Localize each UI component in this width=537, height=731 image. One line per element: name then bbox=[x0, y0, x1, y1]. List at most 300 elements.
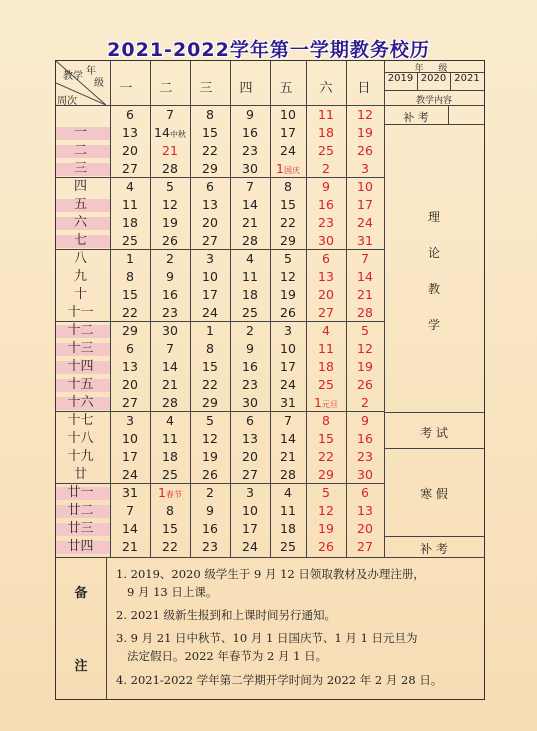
day-cell bbox=[230, 340, 270, 358]
winter-label: 寒 假 bbox=[420, 487, 448, 501]
day-cell bbox=[306, 106, 346, 124]
day-cell bbox=[150, 502, 190, 520]
day-cell bbox=[110, 538, 150, 556]
day-number: 17 bbox=[122, 449, 138, 464]
day-number: 24 bbox=[202, 305, 218, 320]
exam-label: 考 试 bbox=[420, 426, 448, 440]
day-number: 30 bbox=[242, 161, 258, 176]
day-number: 18 bbox=[280, 521, 296, 536]
day-number: 19 bbox=[202, 449, 218, 464]
notes-label-bottom: 注 bbox=[74, 659, 88, 674]
day-cell bbox=[306, 412, 346, 430]
day-number: 5 bbox=[206, 413, 214, 428]
day-cell bbox=[110, 502, 150, 520]
day-cell bbox=[346, 520, 384, 538]
day-cell bbox=[150, 322, 190, 340]
day-cell bbox=[190, 322, 230, 340]
day-number: 25 bbox=[122, 233, 138, 248]
day-cell bbox=[150, 178, 190, 196]
day-cell bbox=[346, 286, 384, 304]
week-label: 廿 bbox=[73, 467, 87, 482]
day-cell bbox=[270, 412, 306, 430]
day-cell bbox=[150, 430, 190, 448]
day-number: 8 bbox=[284, 179, 292, 194]
day-number: 27 bbox=[318, 305, 334, 320]
day-number: 29 bbox=[202, 161, 218, 176]
day-number: 11 bbox=[122, 197, 138, 212]
day-cell bbox=[110, 268, 150, 286]
day-cell bbox=[270, 214, 306, 232]
day-cell bbox=[306, 214, 346, 232]
day-number: 26 bbox=[357, 143, 373, 158]
day-cell bbox=[346, 124, 384, 142]
day-number: 14 bbox=[357, 269, 373, 284]
day-number: 10 bbox=[280, 107, 296, 122]
day-cell bbox=[110, 250, 150, 268]
day-number: 25 bbox=[162, 467, 178, 482]
day-number: 25 bbox=[280, 539, 296, 554]
day-cell bbox=[306, 268, 346, 286]
week-label: 廿三 bbox=[67, 521, 94, 536]
day-cell bbox=[230, 502, 270, 520]
day-cell bbox=[306, 304, 346, 322]
day-cell bbox=[230, 484, 270, 502]
day-number: 18 bbox=[122, 215, 138, 230]
day-cell bbox=[150, 232, 190, 250]
day-cell bbox=[230, 214, 270, 232]
day-cell bbox=[306, 358, 346, 376]
day-number: 28 bbox=[357, 305, 373, 320]
day-number: 4 bbox=[126, 179, 134, 194]
day-cell bbox=[110, 520, 150, 538]
day-cell bbox=[110, 376, 150, 394]
day-cell bbox=[150, 196, 190, 214]
day-number: 29 bbox=[280, 233, 296, 248]
day-cell bbox=[190, 268, 230, 286]
day-number: 2 bbox=[361, 395, 369, 410]
day-number: 27 bbox=[202, 233, 218, 248]
day-cell bbox=[270, 394, 306, 412]
day-number: 31 bbox=[357, 233, 373, 248]
grid-vline bbox=[448, 105, 449, 124]
day-cell bbox=[150, 214, 190, 232]
day-number: 27 bbox=[122, 161, 138, 176]
day-number: 21 bbox=[280, 449, 296, 464]
day-number: 23 bbox=[318, 215, 334, 230]
day-number: 7 bbox=[166, 107, 174, 122]
day-number: 24 bbox=[280, 377, 296, 392]
week-label: 廿二 bbox=[67, 503, 94, 518]
day-number: 11 bbox=[280, 503, 296, 518]
day-number: 23 bbox=[242, 377, 258, 392]
day-cell bbox=[270, 178, 306, 196]
day-number: 22 bbox=[280, 215, 296, 230]
page-title: 2021-2022学年第一学期教务校历 bbox=[107, 39, 430, 61]
day-cell bbox=[270, 502, 306, 520]
day-cell bbox=[190, 358, 230, 376]
day-number: 1 bbox=[314, 395, 322, 410]
day-cell bbox=[270, 376, 306, 394]
week-label: 十六 bbox=[67, 395, 94, 410]
day-cell bbox=[230, 286, 270, 304]
day-number: 16 bbox=[162, 287, 178, 302]
day-cell bbox=[150, 106, 190, 124]
day-cell bbox=[190, 430, 230, 448]
day-cell bbox=[346, 538, 384, 556]
theory-char-1: 理 bbox=[427, 210, 440, 224]
day-number: 4 bbox=[246, 251, 254, 266]
day-number: 4 bbox=[166, 413, 174, 428]
day-cell bbox=[150, 466, 190, 484]
day-cell bbox=[230, 232, 270, 250]
day-cell bbox=[190, 484, 230, 502]
makeup-bottom: 补 考 bbox=[420, 542, 448, 556]
day-header-tue: 二 bbox=[159, 81, 173, 96]
day-number: 6 bbox=[206, 179, 214, 194]
week-label: 四 bbox=[73, 179, 87, 194]
content-label: 教学内容 bbox=[415, 96, 452, 106]
day-cell bbox=[270, 232, 306, 250]
day-cell bbox=[190, 376, 230, 394]
day-cell bbox=[190, 106, 230, 124]
note-line-6: 4. 2021-2022 学年第二学期开学时间为 2022 年 2 月 28 日。 bbox=[116, 673, 443, 687]
week-label: 三 bbox=[73, 161, 87, 176]
day-cell bbox=[270, 484, 306, 502]
day-cell bbox=[150, 358, 190, 376]
day-number: 10 bbox=[280, 341, 296, 356]
day-number: 10 bbox=[357, 179, 373, 194]
day-number: 24 bbox=[280, 143, 296, 158]
day-number: 10 bbox=[122, 431, 138, 446]
day-cell bbox=[270, 124, 306, 142]
day-number: 24 bbox=[122, 467, 138, 482]
day-cell bbox=[110, 124, 150, 142]
day-cell bbox=[306, 322, 346, 340]
day-number: 3 bbox=[361, 161, 369, 176]
day-cell bbox=[306, 232, 346, 250]
day-number: 22 bbox=[122, 305, 138, 320]
day-cell bbox=[230, 376, 270, 394]
day-cell bbox=[190, 178, 230, 196]
day-number: 7 bbox=[284, 413, 292, 428]
day-number: 19 bbox=[318, 521, 334, 536]
day-number: 15 bbox=[202, 125, 218, 140]
day-cell bbox=[346, 268, 384, 286]
day-number: 12 bbox=[357, 107, 373, 122]
day-cell bbox=[190, 502, 230, 520]
day-cell bbox=[346, 250, 384, 268]
day-number: 29 bbox=[122, 323, 138, 338]
day-cell bbox=[230, 430, 270, 448]
day-cell bbox=[306, 538, 346, 556]
day-cell bbox=[306, 430, 346, 448]
day-number: 26 bbox=[280, 305, 296, 320]
day-cell bbox=[346, 484, 384, 502]
day-number: 8 bbox=[206, 107, 214, 122]
week-label: 五 bbox=[73, 197, 87, 212]
grid-hline bbox=[384, 72, 485, 73]
day-number: 12 bbox=[162, 197, 178, 212]
day-cell bbox=[190, 142, 230, 160]
day-cell bbox=[150, 250, 190, 268]
day-cell bbox=[346, 466, 384, 484]
day-number: 13 bbox=[318, 269, 334, 284]
day-cell bbox=[270, 358, 306, 376]
week-label: 二 bbox=[73, 143, 87, 158]
day-number: 9 bbox=[322, 179, 330, 194]
day-cell bbox=[110, 430, 150, 448]
notes-label-top: 备 bbox=[74, 586, 88, 601]
day-cell bbox=[346, 142, 384, 160]
day-cell bbox=[110, 286, 150, 304]
week-label: 廿一 bbox=[67, 485, 94, 500]
day-number: 11 bbox=[162, 431, 178, 446]
day-number: 16 bbox=[242, 359, 258, 374]
day-number: 13 bbox=[242, 431, 258, 446]
day-cell bbox=[270, 268, 306, 286]
day-cell bbox=[190, 304, 230, 322]
day-cell bbox=[306, 196, 346, 214]
grade-2019: 2019 bbox=[387, 73, 414, 84]
day-cell bbox=[270, 538, 306, 556]
week-label: 八 bbox=[73, 251, 87, 266]
note-line-3: 2. 2021 级新生报到和上课时间另行通知。 bbox=[116, 608, 337, 622]
day-number: 9 bbox=[166, 269, 174, 284]
day-number: 12 bbox=[280, 269, 296, 284]
grid-vline bbox=[417, 72, 418, 90]
day-number: 3 bbox=[284, 323, 292, 338]
day-number: 8 bbox=[322, 413, 330, 428]
day-cell bbox=[270, 322, 306, 340]
day-number: 21 bbox=[122, 539, 138, 554]
day-number: 6 bbox=[126, 107, 134, 122]
day-number: 2 bbox=[206, 485, 214, 500]
grid-hline bbox=[384, 90, 485, 91]
corner-teach: 教学 bbox=[63, 71, 83, 82]
day-number: 28 bbox=[242, 233, 258, 248]
day-number: 6 bbox=[322, 251, 330, 266]
day-cell bbox=[346, 376, 384, 394]
day-number: 17 bbox=[357, 197, 373, 212]
day-number: 23 bbox=[357, 449, 373, 464]
day-cell bbox=[230, 448, 270, 466]
day-number: 4 bbox=[284, 485, 292, 500]
day-number: 14 bbox=[162, 359, 178, 374]
day-number: 21 bbox=[242, 215, 258, 230]
day-number: 19 bbox=[280, 287, 296, 302]
grade-2020: 2020 bbox=[420, 73, 447, 84]
day-cell bbox=[150, 538, 190, 556]
day-cell bbox=[150, 304, 190, 322]
day-cell bbox=[270, 520, 306, 538]
day-number: 30 bbox=[318, 233, 334, 248]
day-number: 3 bbox=[126, 413, 134, 428]
day-cell bbox=[306, 142, 346, 160]
day-number: 25 bbox=[318, 143, 334, 158]
day-number: 15 bbox=[122, 287, 138, 302]
day-cell bbox=[110, 160, 150, 178]
grid-hline bbox=[384, 448, 485, 449]
day-number: 19 bbox=[357, 359, 373, 374]
day-number: 29 bbox=[318, 467, 334, 482]
day-cell bbox=[270, 250, 306, 268]
day-cell bbox=[110, 178, 150, 196]
day-number: 14 bbox=[280, 431, 296, 446]
day-number: 31 bbox=[122, 485, 138, 500]
day-cell bbox=[190, 412, 230, 430]
day-number: 5 bbox=[166, 179, 174, 194]
day-number: 24 bbox=[357, 215, 373, 230]
day-cell bbox=[346, 106, 384, 124]
day-number: 10 bbox=[202, 269, 218, 284]
grid-vline bbox=[384, 61, 385, 557]
day-number: 1 bbox=[158, 485, 166, 500]
day-cell bbox=[346, 214, 384, 232]
day-number: 6 bbox=[361, 485, 369, 500]
day-number: 13 bbox=[202, 197, 218, 212]
day-header-mon: 一 bbox=[119, 81, 133, 96]
day-number: 12 bbox=[357, 341, 373, 356]
day-number: 22 bbox=[202, 377, 218, 392]
day-number: 24 bbox=[242, 539, 258, 554]
day-cell bbox=[270, 196, 306, 214]
day-number: 7 bbox=[361, 251, 369, 266]
week-label: 六 bbox=[73, 215, 87, 230]
day-cell bbox=[190, 394, 230, 412]
day-cell bbox=[190, 538, 230, 556]
day-cell bbox=[346, 178, 384, 196]
day-cell bbox=[110, 214, 150, 232]
theory-char-2: 论 bbox=[427, 246, 440, 260]
day-number: 28 bbox=[162, 395, 178, 410]
grid-hline bbox=[55, 557, 485, 558]
day-cell bbox=[150, 520, 190, 538]
note-line-4: 3. 9 月 21 日中秋节、10 月 1 日国庆节、1 月 1 日元旦为 bbox=[116, 631, 418, 645]
day-number: 20 bbox=[122, 377, 138, 392]
day-cell bbox=[230, 322, 270, 340]
day-number: 30 bbox=[242, 395, 258, 410]
note-line-5: 法定假日。2022 年春节为 2 月 1 日。 bbox=[116, 649, 328, 663]
day-number: 21 bbox=[162, 143, 178, 158]
day-number: 15 bbox=[202, 359, 218, 374]
day-header-wed: 三 bbox=[199, 81, 213, 96]
day-cell bbox=[110, 322, 150, 340]
day-number: 18 bbox=[242, 287, 258, 302]
day-cell bbox=[110, 304, 150, 322]
week-label: 七 bbox=[73, 233, 87, 248]
day-cell bbox=[230, 304, 270, 322]
day-number: 20 bbox=[357, 521, 373, 536]
grid-hline bbox=[384, 536, 485, 537]
day-number: 8 bbox=[166, 503, 174, 518]
day-cell bbox=[230, 466, 270, 484]
corner-nian: 年 bbox=[86, 66, 96, 77]
day-number: 12 bbox=[318, 503, 334, 518]
day-cell bbox=[150, 142, 190, 160]
day-number: 14 bbox=[154, 125, 170, 140]
day-cell bbox=[270, 142, 306, 160]
day-cell bbox=[230, 142, 270, 160]
day-number: 26 bbox=[318, 539, 334, 554]
day-cell bbox=[110, 484, 150, 502]
day-cell bbox=[230, 178, 270, 196]
note-line-2: 9 月 13 日上课。 bbox=[116, 585, 218, 599]
day-cell bbox=[346, 232, 384, 250]
day-number: 19 bbox=[162, 215, 178, 230]
day-cell bbox=[150, 412, 190, 430]
day-number: 22 bbox=[162, 539, 178, 554]
day-cell bbox=[230, 196, 270, 214]
day-number: 3 bbox=[246, 485, 254, 500]
day-number: 3 bbox=[206, 251, 214, 266]
holiday-tag: 元旦 bbox=[321, 400, 338, 409]
day-cell bbox=[190, 160, 230, 178]
day-cell bbox=[230, 520, 270, 538]
day-cell bbox=[230, 412, 270, 430]
day-number: 17 bbox=[280, 359, 296, 374]
day-number: 14 bbox=[122, 521, 138, 536]
day-cell bbox=[270, 160, 306, 180]
day-number: 15 bbox=[318, 431, 334, 446]
day-cell bbox=[110, 142, 150, 160]
makeup-top: 补 考 bbox=[403, 111, 429, 124]
day-number: 9 bbox=[206, 503, 214, 518]
day-cell bbox=[270, 340, 306, 358]
day-cell bbox=[230, 358, 270, 376]
day-cell bbox=[190, 286, 230, 304]
week-label: 十七 bbox=[67, 413, 94, 428]
day-number: 5 bbox=[322, 485, 330, 500]
day-cell bbox=[190, 466, 230, 484]
week-label: 十五 bbox=[67, 377, 94, 392]
day-cell bbox=[306, 394, 346, 414]
day-number: 27 bbox=[122, 395, 138, 410]
day-number: 25 bbox=[242, 305, 258, 320]
day-cell bbox=[306, 520, 346, 538]
grid-vline bbox=[450, 72, 451, 90]
day-number: 23 bbox=[162, 305, 178, 320]
day-number: 11 bbox=[242, 269, 258, 284]
week-label: 十四 bbox=[67, 359, 94, 374]
day-cell bbox=[346, 412, 384, 430]
day-cell bbox=[150, 340, 190, 358]
day-number: 18 bbox=[318, 359, 334, 374]
day-number: 2 bbox=[322, 161, 330, 176]
day-number: 22 bbox=[318, 449, 334, 464]
day-cell bbox=[230, 394, 270, 412]
day-cell bbox=[190, 340, 230, 358]
week-label: 十一 bbox=[67, 305, 94, 320]
day-number: 23 bbox=[202, 539, 218, 554]
day-cell bbox=[110, 340, 150, 358]
day-number: 23 bbox=[242, 143, 258, 158]
day-number: 31 bbox=[280, 395, 296, 410]
day-number: 2 bbox=[166, 251, 174, 266]
day-cell bbox=[190, 232, 230, 250]
day-number: 8 bbox=[206, 341, 214, 356]
day-cell bbox=[230, 160, 270, 178]
day-cell bbox=[346, 358, 384, 376]
day-number: 29 bbox=[202, 395, 218, 410]
day-cell bbox=[270, 106, 306, 124]
day-cell bbox=[230, 268, 270, 286]
day-cell bbox=[346, 394, 384, 412]
day-number: 21 bbox=[162, 377, 178, 392]
day-number: 19 bbox=[357, 125, 373, 140]
day-number: 15 bbox=[280, 197, 296, 212]
day-number: 10 bbox=[242, 503, 258, 518]
day-number: 17 bbox=[202, 287, 218, 302]
